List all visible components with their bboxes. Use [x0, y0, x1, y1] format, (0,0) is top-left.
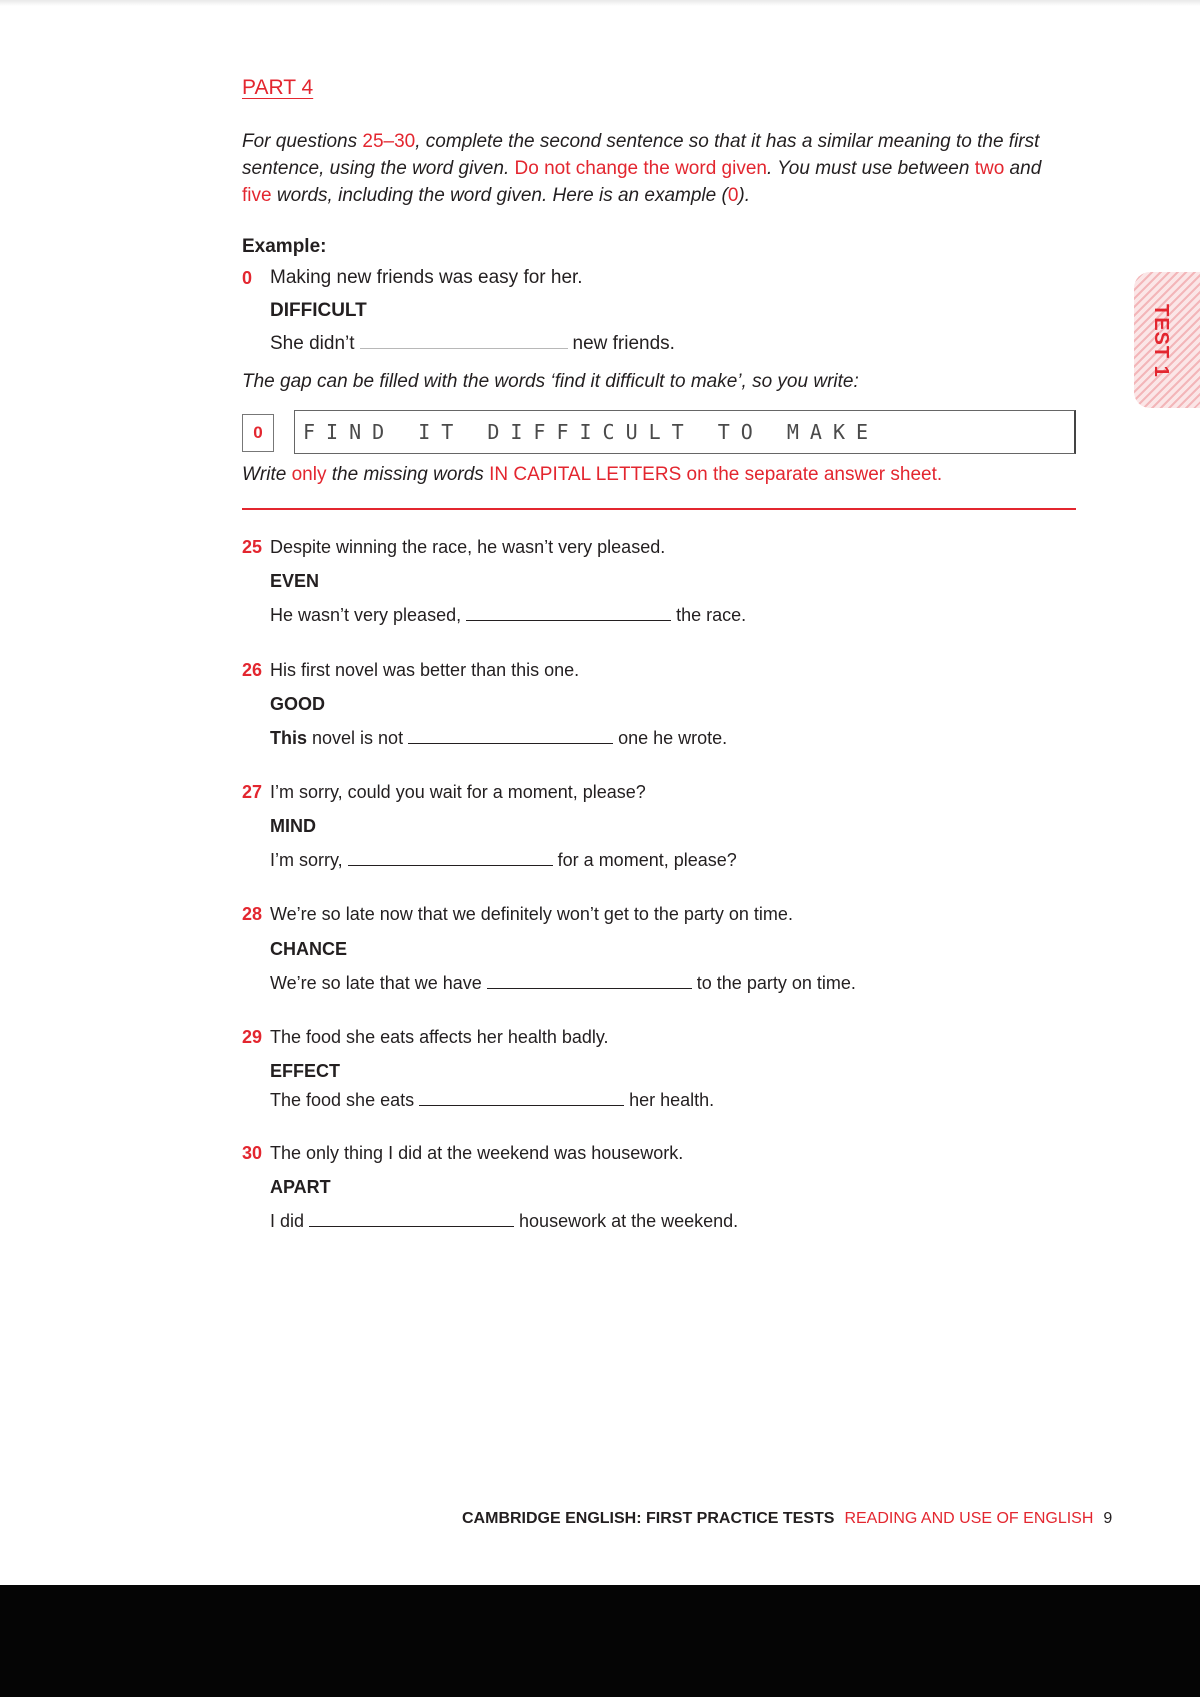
gap-note: The gap can be filled with the words ‘find it difficult to make’, so you write: [242, 371, 859, 392]
answer-gap [408, 742, 613, 744]
max-words: five [242, 185, 272, 206]
section-divider [242, 508, 1076, 510]
test-side-tab [1134, 272, 1200, 408]
question-number: 27 [242, 782, 263, 802]
footer-section: READING AND USE OF ENGLISH [844, 1510, 1094, 1527]
question-after: the race. [676, 605, 747, 625]
example-heading: Example: [242, 236, 327, 257]
question-keyword: EFFECT [270, 1061, 340, 1081]
instructions [242, 128, 1072, 209]
question-keyword: CHANCE [270, 939, 348, 959]
part-title: PART 4 [242, 76, 314, 99]
side-tab-label: TEST 1 [1150, 304, 1172, 378]
answer-gap [466, 619, 671, 621]
question-after: her health. [629, 1090, 715, 1110]
question-transform [270, 605, 746, 626]
write-note-text: Write [242, 464, 292, 485]
answer-gap [419, 1104, 624, 1106]
instructions-text: . You must use between [766, 158, 975, 179]
write-note-text: the missing words [326, 464, 490, 485]
answer-gap [487, 987, 692, 989]
question-before: He wasn’t very pleased, [270, 605, 462, 625]
answer-gap [348, 864, 553, 866]
question-after: housework at the weekend. [519, 1211, 739, 1231]
example-transform [270, 333, 675, 355]
write-note [242, 464, 942, 486]
answer-number-box: 0 [242, 414, 274, 452]
warning-text: Do not change the word given [514, 158, 767, 179]
example-gap [360, 347, 568, 349]
answer-gap [309, 1225, 514, 1227]
question-before: I did [270, 1211, 305, 1231]
question-before: We’re so late that we have [270, 973, 482, 993]
page-top-edge [0, 0, 1200, 6]
question-number: 30 [242, 1143, 263, 1163]
write-note-only: only [291, 464, 327, 485]
example-ref: 0 [727, 185, 739, 206]
instructions-text: , complete the second sentence so that it has a similar meaning to the first sentence, using the word given. [242, 131, 1040, 179]
scan-bottom-band [0, 1585, 1200, 1697]
question-sentence: The food she eats affects her health badly. [270, 1027, 609, 1047]
question-transform [270, 850, 737, 871]
question-sentence: I’m sorry, could you wait for a moment, please? [270, 782, 646, 802]
question-before: I’m sorry, [270, 850, 343, 870]
instructions-text: For questions [242, 131, 363, 152]
example-number: 0 [242, 268, 253, 288]
example-after: new friends. [572, 333, 675, 354]
question-sentence: His first novel was better than this one. [270, 660, 580, 680]
question-number: 26 [242, 660, 263, 680]
min-words: two [974, 158, 1005, 179]
example-answer-box: FIND IT DIFFICULT TO MAKE [294, 410, 1076, 454]
example-sentence: Making new friends was easy for her. [270, 267, 583, 288]
page-number: 9 [1103, 1510, 1113, 1527]
question-sentence: We’re so late now that we definitely won’t get to the party on time. [270, 904, 793, 924]
question-after: for a moment, please? [557, 850, 737, 870]
question-keyword: MIND [270, 816, 316, 836]
question-before: The food she eats [270, 1090, 415, 1110]
question-transform [270, 1090, 714, 1111]
question-number: 28 [242, 904, 263, 924]
write-note-caps: IN CAPITAL LETTERS on the separate answer sheet. [489, 464, 943, 485]
question-before: novel is not [307, 728, 404, 748]
question-transform [270, 728, 727, 749]
question-keyword: APART [270, 1177, 331, 1197]
question-keyword: EVEN [270, 571, 320, 591]
instructions-text: ). [738, 185, 750, 206]
question-sentence: The only thing I did at the weekend was housework. [270, 1143, 684, 1163]
question-transform [270, 973, 856, 994]
footer-book-title: CAMBRIDGE ENGLISH: FIRST PRACTICE TESTS [462, 1510, 835, 1527]
instructions-text: words, including the word given. Here is an example ( [271, 185, 728, 206]
question-after: one he wrote. [618, 728, 728, 748]
question-range: 25–30 [362, 131, 416, 152]
question-after: to the party on time. [696, 973, 856, 993]
question-sentence: Despite winning the race, he wasn’t very pleased. [270, 537, 666, 557]
question-before-bold: This [270, 728, 308, 748]
question-transform [270, 1211, 738, 1232]
question-number: 29 [242, 1027, 263, 1047]
instructions-text: and [1004, 158, 1042, 179]
example-before: She didn’t [270, 333, 355, 354]
page-footer [462, 1510, 1112, 1528]
question-keyword: GOOD [270, 694, 326, 714]
question-number: 25 [242, 537, 263, 557]
example-keyword: DIFFICULT [270, 300, 367, 321]
